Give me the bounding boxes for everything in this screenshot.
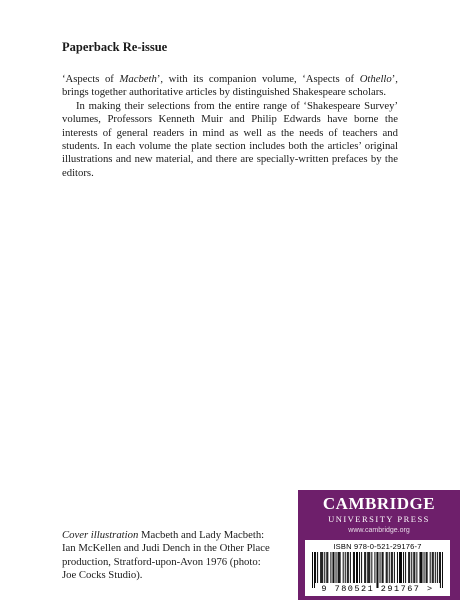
barcode-bar <box>320 552 321 583</box>
barcode-bar <box>356 552 357 583</box>
section-heading: Paperback Re-issue <box>62 40 168 54</box>
barcode-bar <box>440 552 441 588</box>
barcode-bar <box>333 552 334 583</box>
barcode-bar <box>378 552 379 588</box>
barcode-bar <box>399 552 400 583</box>
barcode-bar <box>435 552 436 583</box>
barcode-bar <box>442 552 443 588</box>
barcode-bar <box>315 552 316 583</box>
barcode-bar <box>397 552 398 583</box>
publisher-subtitle: UNIVERSITY PRESS <box>328 514 430 524</box>
barcode-bar <box>339 552 340 583</box>
barcode-bar <box>380 552 381 583</box>
barcode-panel <box>305 540 450 596</box>
barcode-bar <box>338 552 339 583</box>
barcode-bar <box>400 552 401 583</box>
barcode-bar <box>409 552 410 583</box>
barcode-bar <box>430 552 431 583</box>
barcode-bar <box>357 552 358 583</box>
barcode-bar <box>383 552 384 583</box>
barcode-bar <box>414 552 415 583</box>
barcode-bar <box>439 552 440 583</box>
barcode-bar <box>322 552 323 583</box>
barcode-bar <box>419 552 420 583</box>
barcode-bar <box>354 552 355 583</box>
barcode-bar <box>432 552 433 583</box>
barcode-bar <box>368 552 369 583</box>
blurb <box>62 73 398 180</box>
barcode-bar <box>317 552 318 583</box>
barcode-bar <box>327 552 328 583</box>
barcode-bar <box>427 552 428 583</box>
barcode-bar <box>403 552 404 583</box>
barcode-bar <box>312 552 313 588</box>
blurb-text: ’, brings together authoritative articles by distinguished Shakespeare scholars. <box>62 73 398 99</box>
barcode-bar <box>353 552 354 583</box>
barcode-bar <box>332 552 333 583</box>
barcode-bar <box>361 552 362 583</box>
barcode-bar <box>359 552 360 583</box>
barcode-bar <box>350 552 351 583</box>
barcode-bar <box>413 552 414 583</box>
blurb-paragraph-2: In making their selections from the entire range of ‘Shakespeare Survey’ volumes, Professors Kenneth Muir and Philip Edwards have borne the interests of general readers in mind as well as the needs of teachers and students. In each volume the plate section includes both the articles’ original illustrations and new material, and there are specially-written prefaces by the editors. <box>62 99 398 179</box>
barcode-bar <box>392 552 393 583</box>
isbn-label: ISBN 978-0-521-29176-7 <box>333 542 422 551</box>
blurb-text: ‘Aspects of <box>62 73 120 85</box>
barcode-bar <box>365 552 366 583</box>
barcode-bar <box>405 552 406 583</box>
barcode-bar <box>389 552 390 583</box>
barcode-bar <box>382 552 383 583</box>
barcode-bar <box>369 552 370 583</box>
barcode-bar <box>374 552 375 583</box>
barcode-bar <box>345 552 346 583</box>
barcode-bar <box>336 552 337 583</box>
barcode-bar <box>330 552 331 583</box>
barcode-bar <box>324 552 325 583</box>
barcode-bar <box>437 552 438 583</box>
barcode-bar <box>367 552 368 583</box>
title-macbeth: Macbeth <box>119 73 157 85</box>
barcode-bar <box>343 552 344 583</box>
barcode-bar <box>340 552 341 583</box>
barcode-icon <box>312 552 443 588</box>
barcode-bar <box>371 552 372 583</box>
publisher-imprint <box>298 490 460 600</box>
barcode-bar <box>326 552 327 583</box>
publisher-name: CAMBRIDGE <box>322 494 436 513</box>
barcode-bar <box>416 552 417 583</box>
barcode-bar <box>321 552 322 583</box>
title-othello: Othello <box>359 73 392 85</box>
barcode-bar <box>314 552 315 588</box>
barcode-bar <box>348 552 349 583</box>
caption-lead: Cover illustration <box>62 529 139 541</box>
cover-caption <box>62 529 272 583</box>
barcode-bar <box>408 552 409 583</box>
blurb-paragraph-1 <box>62 73 398 100</box>
barcode-bar <box>426 552 427 583</box>
barcode-bar <box>376 552 377 588</box>
barcode-bar <box>387 552 388 583</box>
barcode-bar <box>391 552 392 583</box>
barcode-bar <box>420 552 421 583</box>
barcode-bar <box>394 552 395 583</box>
barcode-bar <box>424 552 425 583</box>
barcode-bar <box>347 552 348 583</box>
caption-text: Macbeth and Lady Macbeth: Ian McKellen and Judi Dench in the Other Place production, Stratford-upon-Avon 1976 (photo: Joe Cocks Studio). <box>62 529 270 582</box>
barcode-number: 9 780521 291767 > <box>321 584 434 594</box>
barcode-bar <box>411 552 412 583</box>
publisher-url: www.cambridge.org <box>348 527 410 534</box>
barcode-bar <box>433 552 434 583</box>
barcode-bar <box>386 552 387 583</box>
barcode-bar <box>364 552 365 583</box>
barcode-bar <box>401 552 402 583</box>
blurb-text: ’, with its companion volume, ‘Aspects of <box>156 73 360 85</box>
barcode-bar <box>422 552 423 583</box>
